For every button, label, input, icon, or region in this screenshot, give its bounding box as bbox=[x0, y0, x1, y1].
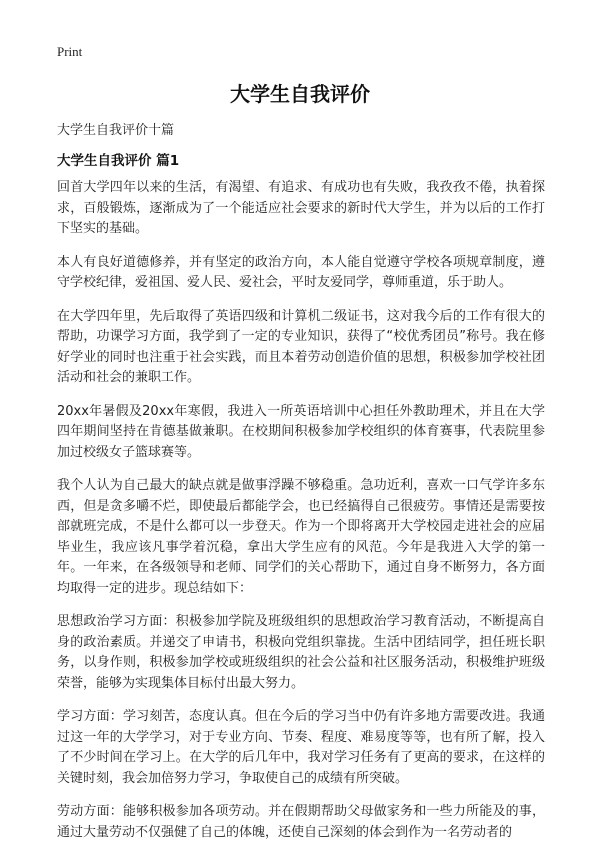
paragraph: 劳动方面：能够积极参加各项劳动。并在假期帮助父母做家务和一些力所能及的事，通过大量劳动不仅强健了自己的体魄，还使自己深刻的体会到作为一名劳动者的 bbox=[57, 804, 545, 840]
print-link[interactable]: Print bbox=[57, 44, 83, 59]
document-subtitle: 大学生自我评价十篇 bbox=[57, 123, 175, 138]
paragraph: 学习方面：学习刻苦，态度认真。但在今后的学习当中仍有许多地方需要改进。我通过这一年的大学学习，对于专业方向、节奏、程度、难易度等等，也有所了解，投入了不少时间在学习上。在大学的后几年中，我对学习任务有了更高的要求，在这样的关键时刻，我会加倍努力学习，争取使自己的成绩有所突破。 bbox=[57, 709, 545, 786]
paragraph: 在大学四年里，先后取得了英语四级和计算机二级证书，这对我今后的工作有很大的帮助，功课学习方面，我学到了一定的专业知识，获得了“校优秀团员”称号。我在修好学业的同时也注重于社会实践，而且本着劳动创造价值的思想，积极参加学校社团活动和社会的兼职工作。 bbox=[57, 308, 545, 385]
paragraph: 我个人认为自己最大的缺点就是做事浮躁不够稳重。急功近利，喜欢一口气学许多东西，但是贪多嚼不烂，即使最后都能学会，也已经搞得自己很疲劳。事情还是需要按部就班完成，不是什么都可以一步登天。作为一个即将离开大学校园走进社会的应届毕业生，我应该凡事学着沉稳，拿出大学生应有的风范。今年是我进入大学的第一年。一年来，在各级领导和老师、同学们的关心帮助下，通过自身不断努力，各方面均取得一定的进步。现总结如下： bbox=[57, 478, 545, 596]
section-heading: 大学生自我评价 篇1 bbox=[57, 153, 180, 169]
paragraph: 本人有良好道德修养，并有坚定的政治方向，本人能自觉遵守学校各项规章制度，遵守学校纪律，爱祖国、爱人民、爱社会，平时友爱同学，尊师重道，乐于助人。 bbox=[57, 254, 545, 290]
document-body bbox=[57, 178, 545, 856]
paragraph: 思想政治学习方面：积极参加学院及班级组织的思想政治学习教育活动，不断提高自身的政治素质。并递交了申请书，积极向党组织靠拢。生活中团结同学，担任班长职务，以身作则，积极参加学校或班级组织的社会公益和社区服务活动，积极维护班级荣誉，能够为实现集体目标付出最大努力。 bbox=[57, 614, 545, 691]
page-title: 大学生自我评价 bbox=[230, 82, 370, 106]
paragraph: 回首大学四年以来的生活，有渴望、有追求、有成功也有失败，我孜孜不倦，执着探求，百般锻炼，逐渐成为了一个能适应社会要求的新时代大学生，并为以后的工作打下坚实的基础。 bbox=[57, 180, 545, 236]
paragraph: 20xx年暑假及20xx年寒假，我进入一所英语培训中心担任外教助理术，并且在大学四年期间坚持在肯德基做兼职。在校期间积极参加学校组织的体育赛事，代表院里参加过校级女子篮球赛等。 bbox=[57, 403, 545, 460]
